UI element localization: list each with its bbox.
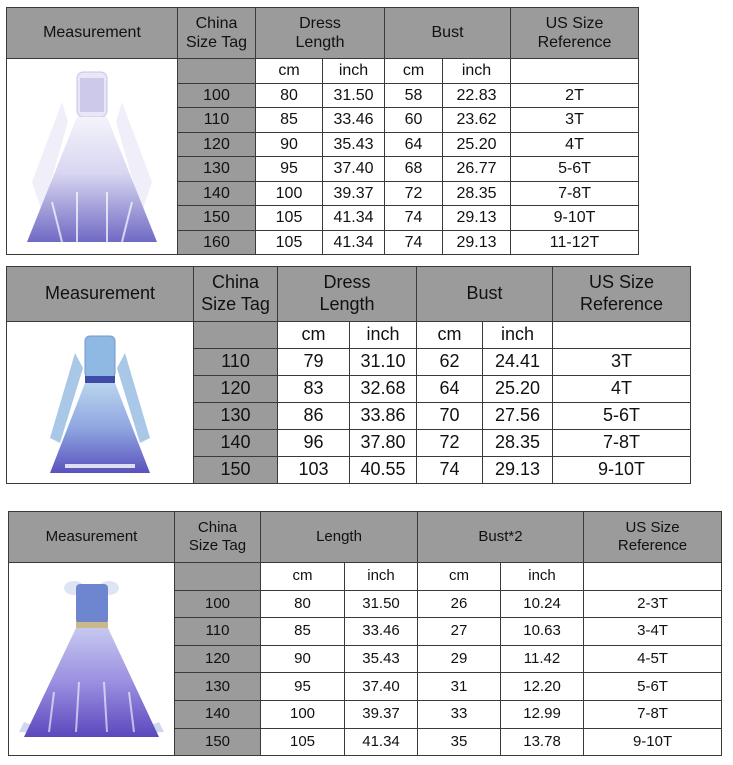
length-inch-cell: 31.50 [323, 83, 385, 108]
bust-header: Bust*2 [418, 512, 584, 563]
length-cm-cell: 83 [278, 376, 350, 403]
unit-inch: inch [345, 563, 418, 591]
size-tag-cell: 160 [178, 230, 256, 255]
length-inch-cell: 37.40 [323, 157, 385, 182]
unit-cm: cm [261, 563, 345, 591]
us-size-cell: 4T [553, 376, 691, 403]
size-tag-cell: 130 [194, 403, 278, 430]
dress-image-1 [7, 59, 178, 255]
units-row [7, 322, 691, 349]
us-size-cell: 4-5T [584, 645, 722, 673]
size-tag-header: China Size Tag [178, 8, 256, 59]
us-size-cell: 9-10T [584, 728, 722, 756]
length-cm-cell: 105 [261, 728, 345, 756]
header-row [7, 267, 691, 322]
size-chart-table-2 [6, 266, 691, 484]
length-inch-cell: 41.34 [323, 206, 385, 231]
length-cm-cell: 105 [256, 206, 323, 231]
us-size-cell: 3-4T [584, 618, 722, 646]
blank-cell [584, 563, 722, 591]
length-cm-cell: 105 [256, 230, 323, 255]
length-cm-cell: 85 [256, 108, 323, 133]
unit-inch: inch [483, 322, 553, 349]
us-size-cell: 9-10T [553, 457, 691, 484]
unit-inch: inch [350, 322, 417, 349]
length-inch-cell: 35.43 [345, 645, 418, 673]
bust-cm-cell: 74 [417, 457, 483, 484]
units-row [7, 59, 639, 84]
length-cm-cell: 85 [261, 618, 345, 646]
unit-cm: cm [385, 59, 443, 84]
bust-inch-cell: 11.42 [501, 645, 584, 673]
length-inch-cell: 31.10 [350, 349, 417, 376]
length-inch-cell: 33.86 [350, 403, 417, 430]
bust-inch-cell: 26.77 [443, 157, 511, 182]
us-size-cell: 2T [511, 83, 639, 108]
bust-cm-cell: 29 [418, 645, 501, 673]
length-inch-cell: 41.34 [323, 230, 385, 255]
length-cm-cell: 96 [278, 430, 350, 457]
us-size-cell: 7-8T [584, 700, 722, 728]
blank-cell [511, 59, 639, 84]
length-cm-cell: 100 [261, 700, 345, 728]
us-size-cell: 9-10T [511, 206, 639, 231]
bust-inch-cell: 13.78 [501, 728, 584, 756]
blank-cell [553, 322, 691, 349]
bust-inch-cell: 29.13 [483, 457, 553, 484]
bust-inch-cell: 27.56 [483, 403, 553, 430]
bust-inch-cell: 12.20 [501, 673, 584, 701]
dress-length-header: Dress Length [278, 267, 417, 322]
us-size-header: US Size Reference [584, 512, 722, 563]
bust-inch-cell: 12.99 [501, 700, 584, 728]
length-cm-cell: 103 [278, 457, 350, 484]
bust-cm-cell: 27 [418, 618, 501, 646]
unit-inch: inch [501, 563, 584, 591]
size-tag-cell: 110 [194, 349, 278, 376]
bust-cm-cell: 58 [385, 83, 443, 108]
size-chart-table-3 [8, 511, 722, 756]
us-size-cell: 3T [553, 349, 691, 376]
length-cm-cell: 79 [278, 349, 350, 376]
blank-cell [194, 322, 278, 349]
bust-cm-cell: 64 [385, 132, 443, 157]
bust-inch-cell: 29.13 [443, 230, 511, 255]
blank-cell [178, 59, 256, 84]
bust-cm-cell: 68 [385, 157, 443, 182]
measurement-header: Measurement [7, 8, 178, 59]
unit-cm: cm [278, 322, 350, 349]
size-tag-cell: 100 [178, 83, 256, 108]
bust-cm-cell: 74 [385, 230, 443, 255]
length-cm-cell: 95 [256, 157, 323, 182]
dress-length-header: Dress Length [256, 8, 385, 59]
length-inch-cell: 33.46 [345, 618, 418, 646]
size-tag-cell: 120 [175, 645, 261, 673]
bust-cm-cell: 31 [418, 673, 501, 701]
length-inch-cell: 31.50 [345, 590, 418, 618]
bust-cm-cell: 70 [417, 403, 483, 430]
bust-cm-cell: 72 [417, 430, 483, 457]
size-tag-cell: 120 [178, 132, 256, 157]
header-row [7, 8, 639, 59]
size-chart-table-1 [6, 7, 639, 255]
bust-header: Bust [417, 267, 553, 322]
bust-cm-cell: 35 [418, 728, 501, 756]
bust-cm-cell: 62 [417, 349, 483, 376]
us-size-header: US Size Reference [511, 8, 639, 59]
size-tag-cell: 150 [175, 728, 261, 756]
length-inch-cell: 35.43 [323, 132, 385, 157]
size-tag-cell: 130 [178, 157, 256, 182]
bust-inch-cell: 28.35 [443, 181, 511, 206]
size-tag-header: China Size Tag [175, 512, 261, 563]
size-tag-cell: 140 [194, 430, 278, 457]
size-tag-header: China Size Tag [194, 267, 278, 322]
length-inch-cell: 33.46 [323, 108, 385, 133]
size-tag-cell: 140 [175, 700, 261, 728]
bust-cm-cell: 64 [417, 376, 483, 403]
bust-inch-cell: 24.41 [483, 349, 553, 376]
bust-inch-cell: 25.20 [443, 132, 511, 157]
bust-cm-cell: 72 [385, 181, 443, 206]
measurement-header: Measurement [7, 267, 194, 322]
length-cm-cell: 90 [256, 132, 323, 157]
dress-image-3 [9, 563, 175, 756]
us-size-cell: 7-8T [553, 430, 691, 457]
unit-cm: cm [256, 59, 323, 84]
length-inch-cell: 37.40 [345, 673, 418, 701]
length-cm-cell: 90 [261, 645, 345, 673]
size-tag-cell: 110 [175, 618, 261, 646]
unit-inch: inch [443, 59, 511, 84]
us-size-cell: 11-12T [511, 230, 639, 255]
measurement-header: Measurement [9, 512, 175, 563]
us-size-cell: 7-8T [511, 181, 639, 206]
size-tag-cell: 140 [178, 181, 256, 206]
bust-inch-cell: 10.24 [501, 590, 584, 618]
length-inch-cell: 37.80 [350, 430, 417, 457]
length-inch-cell: 40.55 [350, 457, 417, 484]
bust-inch-cell: 28.35 [483, 430, 553, 457]
blue-gown-illustration [25, 328, 175, 478]
unit-cm: cm [418, 563, 501, 591]
header-row [9, 512, 722, 563]
length-cm-cell: 95 [261, 673, 345, 701]
us-size-cell: 4T [511, 132, 639, 157]
unit-inch: inch [323, 59, 385, 84]
size-tag-cell: 150 [178, 206, 256, 231]
bust-inch-cell: 25.20 [483, 376, 553, 403]
size-tag-cell: 130 [175, 673, 261, 701]
bust-inch-cell: 10.63 [501, 618, 584, 646]
length-cm-cell: 100 [256, 181, 323, 206]
white-purple-gown-illustration [22, 62, 162, 252]
length-inch-cell: 41.34 [345, 728, 418, 756]
bust-cm-cell: 26 [418, 590, 501, 618]
dress-image-2 [7, 322, 194, 484]
short-sleeve-gown-illustration [14, 572, 169, 747]
size-tag-cell: 120 [194, 376, 278, 403]
bust-header: Bust [385, 8, 511, 59]
unit-cm: cm [417, 322, 483, 349]
bust-inch-cell: 29.13 [443, 206, 511, 231]
length-inch-cell: 32.68 [350, 376, 417, 403]
us-size-cell: 3T [511, 108, 639, 133]
size-tag-cell: 100 [175, 590, 261, 618]
blank-cell [175, 563, 261, 591]
size-tag-cell: 150 [194, 457, 278, 484]
us-size-cell: 2-3T [584, 590, 722, 618]
length-inch-cell: 39.37 [345, 700, 418, 728]
length-cm-cell: 80 [256, 83, 323, 108]
length-header: Length [261, 512, 418, 563]
bust-cm-cell: 33 [418, 700, 501, 728]
us-size-cell: 5-6T [553, 403, 691, 430]
length-inch-cell: 39.37 [323, 181, 385, 206]
size-tag-cell: 110 [178, 108, 256, 133]
length-cm-cell: 86 [278, 403, 350, 430]
bust-cm-cell: 60 [385, 108, 443, 133]
us-size-cell: 5-6T [511, 157, 639, 182]
bust-inch-cell: 22.83 [443, 83, 511, 108]
us-size-header: US Size Reference [553, 267, 691, 322]
bust-cm-cell: 74 [385, 206, 443, 231]
us-size-cell: 5-6T [584, 673, 722, 701]
units-row [9, 563, 722, 591]
bust-inch-cell: 23.62 [443, 108, 511, 133]
length-cm-cell: 80 [261, 590, 345, 618]
